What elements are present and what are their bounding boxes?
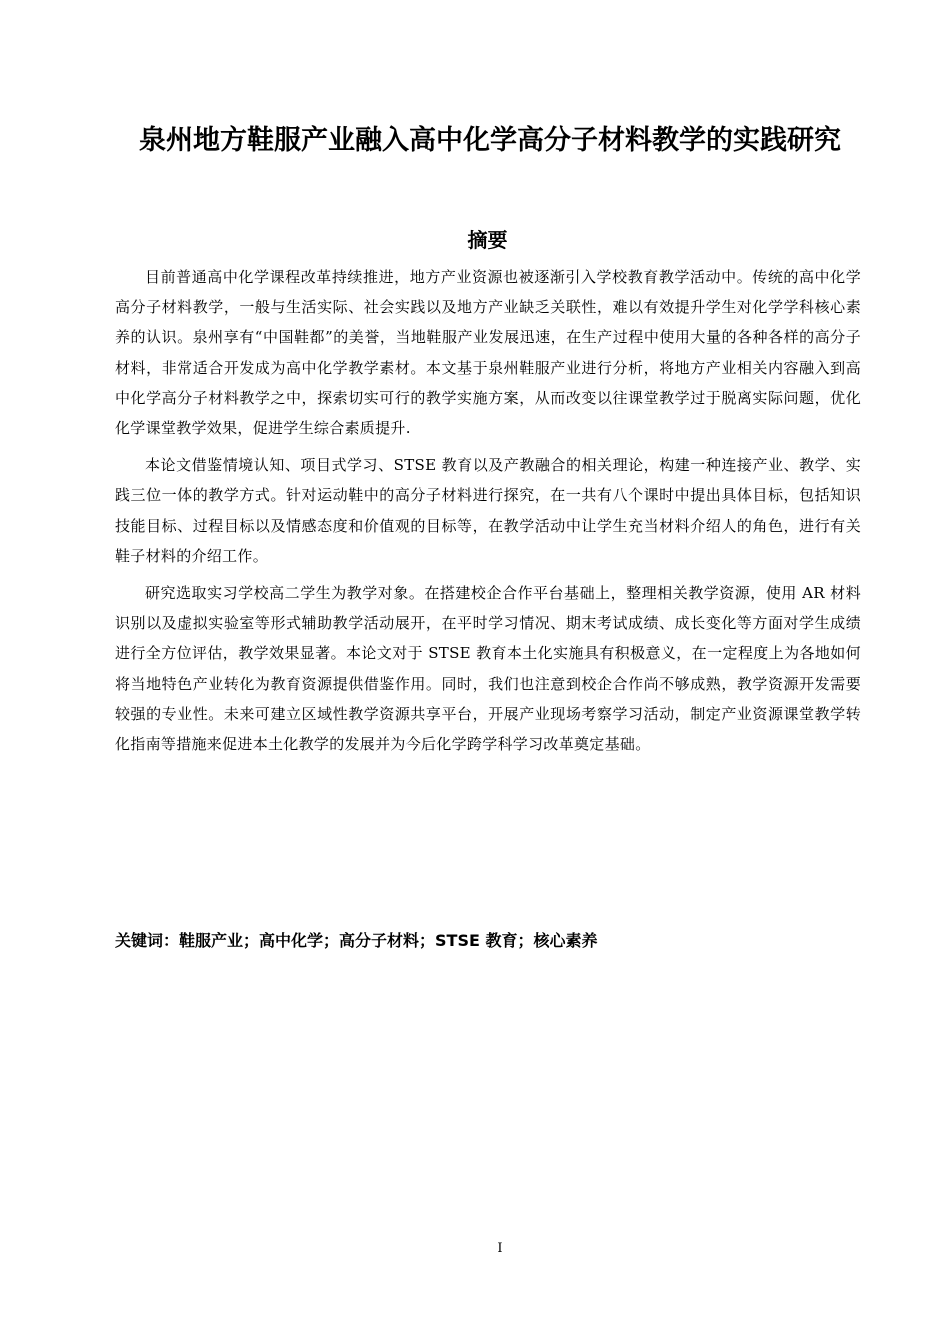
abstract-paragraph-1: 目前普通高中化学课程改革持续推进，地方产业资源也被逐渐引入学校教育教学活动中。传统的高中化学高分子材料教学，一般与生活实际、社会实践以及地方产业缺乏关联性，难以有效提升学生对化学学科核心素养的认识。泉州享有“中国鞋都”的美誉，当地鞋服产业发展迅速，在生产过程中使用大量的各种各样的高分子材料，非常适合开发成为高中化学教学素材。本文基于泉州鞋服产业进行分析，将地方产业相关内容融入到高中化学高分子材料教学之中，探索切实可行的教学实施方案，从而改变以往课堂教学过于脱离实际问题，优化化学课堂教学效果，促进学生综合素质提升. [115, 268, 861, 438]
page-number: I [497, 1241, 503, 1256]
abstract-paragraph-3: 研究选取实习学校高二学生为教学对象。在搭建校企合作平台基础上，整理相关教学资源，使用 AR 材料识别以及虚拟实验室等形式辅助教学活动展开，在平时学习情况、期末考试成绩、成长变化等方面对学生成绩进行全方位评估，教学效果显著。本论文对于 STSE 教育本土化实施具有积极意义，在一定程度上为各地如何将当地特色产业转化为教育资源提供借鉴作用。同时，我们也注意到校企合作尚不够成熟，教学资源开发需要较强的专业性。未来可建立区域性教学资源共享平台，开展产业现场考察学习活动，制定产业资源课堂教学转化指南等措施来促进本土化教学的发展并为今后化学跨学科学习改革奠定基础。 [115, 584, 861, 754]
abstract-body [115, 262, 861, 766]
keywords-line: 关键词：鞋服产业；高中化学；高分子材料；STSE 教育；核心素养 [115, 931, 598, 950]
paper-title: 泉州地方鞋服产业融入高中化学高分子材料教学的实践研究 [139, 125, 841, 156]
abstract-paragraph-2: 本论文借鉴情境认知、项目式学习、STSE 教育以及产教融合的相关理论，构建一种连接产业、教学、实践三位一体的教学方式。针对运动鞋中的高分子材料进行探究，在一共有八个课时中提出具体目标，包括知识技能目标、过程目标以及情感态度和价值观的目标等，在教学活动中让学生充当材料介绍人的角色，进行有关鞋子材料的介绍工作。 [115, 456, 861, 565]
abstract-heading: 摘要 [467, 228, 508, 252]
